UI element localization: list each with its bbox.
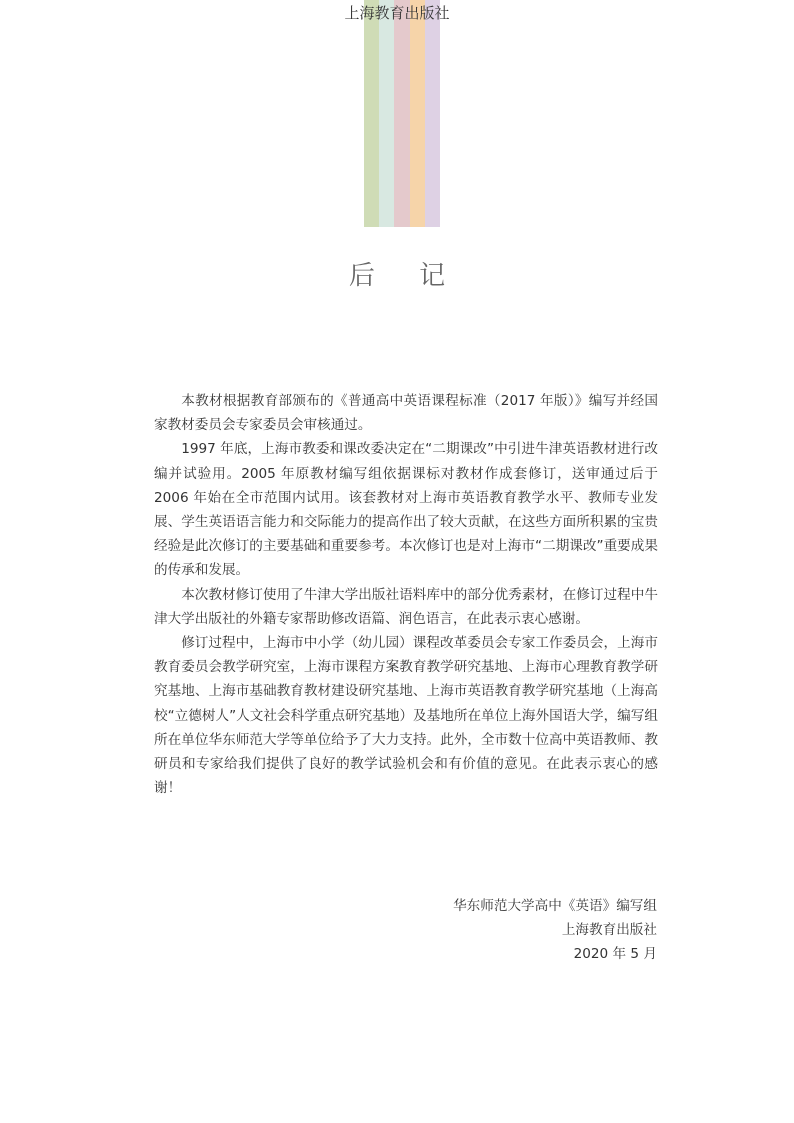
decorative-color-stripes [364,0,440,227]
stripe-pink [394,0,409,227]
afterword-body [154,389,658,800]
stripe-lavender [425,0,440,227]
signature-date: 2020 年 5 月 [573,946,657,962]
paragraph: 本次教材修订使用了牛津大学出版社语料库中的部分优秀素材，在修订过程中牛津大学出版社的外籍专家帮助修改语篇、润色语言，在此表示衷心感谢。 [154,586,658,627]
stripe-green [364,0,379,227]
stripe-teal [379,0,394,227]
paragraph: 1997 年底，上海市教委和课改委决定在“二期课改”中引进牛津英语教材进行改编并试验用。2005 年原教材编写组依据课标对教材作成套修订，送审通过后于 2006 年始在全市范围内试用。该套教材对上海市英语教育教学水平、教师专业发展、学生英语语言能力和交际能力的提高作出了较大贡献，在这些方面所积累的宝贵经验是此次修订的主要基础和重要参考。本次修订也是对上海市“二期课改”重要成果的传承和发展。 [154,441,658,579]
stripe-peach [410,0,425,227]
signature-group: 华东师范大学高中《英语》编写组 [453,898,657,914]
header-publisher: 上海教育出版社 [344,4,450,22]
signature-block [453,894,657,966]
paragraph: 修订过程中，上海市中小学（幼儿园）课程改革委员会专家工作委员会，上海市教育委员会教学研究室，上海市课程方案教育教学研究基地、上海市心理教育教学研究基地、上海市基础教育教材建设研究基地、上海市英语教育教学研究基地（上海高校“立德树人”人文社会科学重点研究基地）及基地所在单位上海外国语大学，编写组所在单位华东师范大学等单位给予了大力支持。此外，全市数十位高中英语教师、教研员和专家给我们提供了良好的教学试验机会和有价值的意见。在此表示衷心的感谢！ [154,635,658,797]
paragraph: 本教材根据教育部颁布的《普通高中英语课程标准（2017 年版）》编写并经国家教材委员会专家委员会审核通过。 [154,393,658,434]
page-title: 后 记 [348,261,464,291]
signature-publisher: 上海教育出版社 [561,922,657,938]
